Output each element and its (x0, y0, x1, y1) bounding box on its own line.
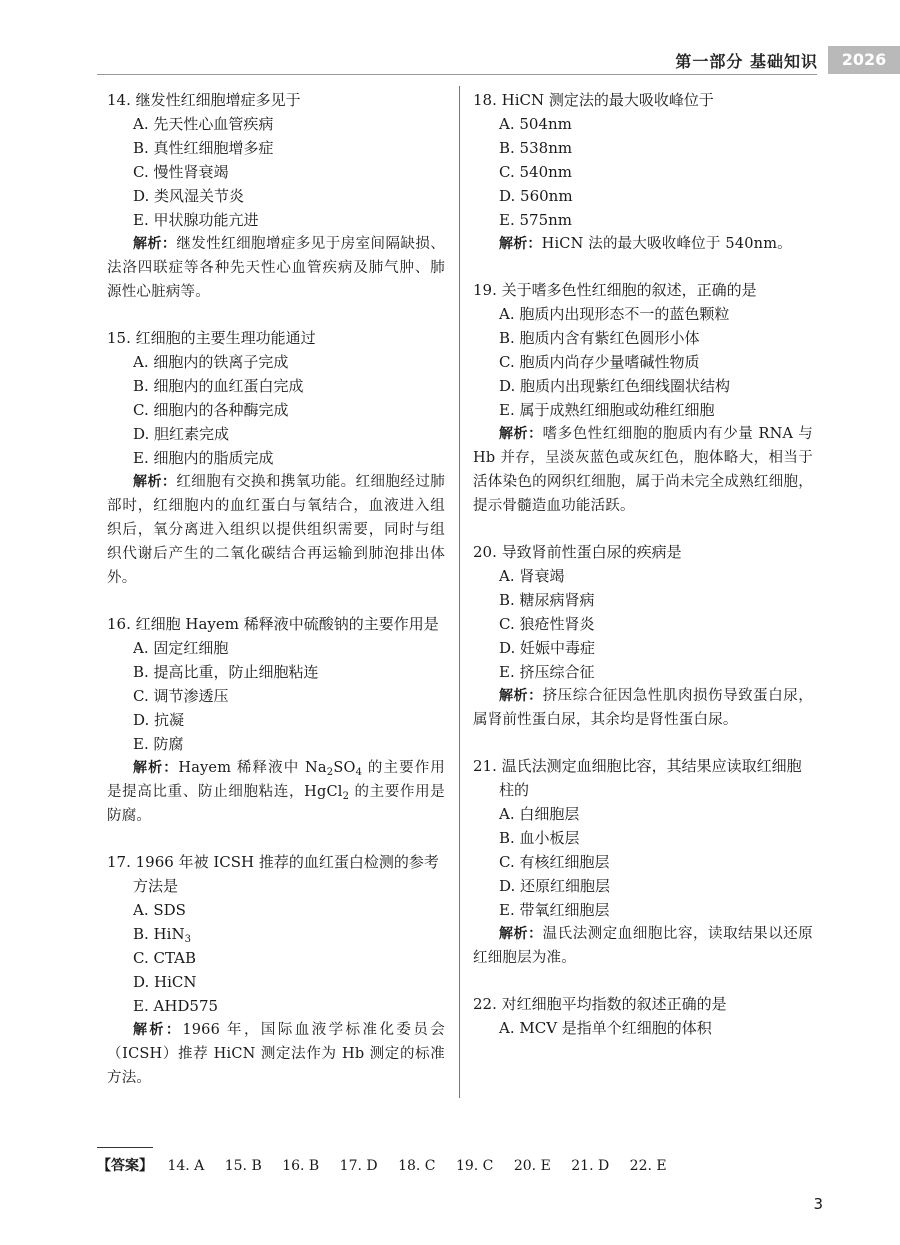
explanation-label: 解析： (499, 426, 543, 442)
option-a: A. SDS (133, 901, 186, 919)
question-19 (473, 278, 813, 518)
question-stem: 15. 红细胞的主要生理功能通过 (107, 329, 316, 347)
explanation-label: 解析： (499, 236, 542, 252)
option-e: E. 防腐 (133, 735, 184, 753)
option-a: A. MCV 是指单个红细胞的体积 (499, 1019, 712, 1037)
column-divider (459, 86, 460, 1098)
question-stem: 18. HiCN 测定法的最大吸收峰位于 (473, 91, 714, 109)
answer-key-label: 【答案】 (97, 1158, 153, 1174)
section-title: 第一部分 基础知识 (675, 52, 818, 71)
answer-item: 21. D (571, 1158, 610, 1174)
option-a: A. 胞质内出现形态不一的蓝色颗粒 (499, 305, 730, 323)
explanation-label: 解析： (133, 474, 177, 490)
question-stem: 19. 关于嗜多色性红细胞的叙述，正确的是 (473, 281, 757, 299)
option-a: A. 细胞内的铁离子完成 (133, 353, 289, 371)
option-a: A. 肾衰竭 (499, 567, 565, 585)
question-15 (107, 326, 445, 590)
option-c: C. 细胞内的各种酶完成 (133, 401, 289, 419)
explanation-text: SO (333, 760, 356, 776)
explanation (107, 756, 445, 828)
explanation-text: Hayem 稀释液中 Na (178, 760, 327, 776)
explanation-label: 解析： (499, 688, 543, 704)
question-22 (473, 992, 813, 1040)
question-16 (107, 612, 445, 828)
right-column (473, 88, 813, 1062)
option-d: D. 560nm (499, 187, 573, 205)
subscript: 4 (355, 767, 363, 778)
option-c: C. CTAB (133, 949, 196, 967)
left-column (107, 88, 445, 1112)
question-21 (473, 754, 813, 970)
explanation-label: 解析： (133, 1022, 183, 1038)
answer-item: 14. A (167, 1158, 205, 1174)
explanation-text: 继发性红细胞增症多见于房室间隔缺损、法洛四联症等各种先天性心血管疾病及肺气肿、肺源性心脏病等。 (107, 236, 445, 300)
option-e: E. 带氧红细胞层 (499, 901, 610, 919)
explanation-label: 解析： (499, 926, 543, 942)
answers-rule (97, 1147, 153, 1148)
explanation-text: 1966 年，国际血液学标准化委员会（ICSH）推荐 HiCN 测定法作为 Hb 测定的标准方法。 (107, 1022, 445, 1086)
explanation-text: 红细胞有交换和携氧功能。红细胞经过肺部时，红细胞内的血红蛋白与氧结合，血液进入组织后，氧分离进入组织以提供组织需要，同时与组织代谢后产生的二氧化碳结合再运输到肺泡排出体外。 (107, 474, 445, 586)
option-b: B. 糖尿病肾病 (499, 591, 595, 609)
answer-item: 20. E (513, 1158, 551, 1174)
explanation (107, 470, 445, 590)
option-b (107, 922, 445, 946)
page-number: 3 (813, 1195, 823, 1213)
page-header (0, 46, 900, 76)
header-rule (97, 74, 817, 75)
option-d: D. 胆红素完成 (133, 425, 230, 443)
subscript: 3 (184, 934, 191, 945)
answer-item: 18. C (398, 1158, 436, 1174)
option-c: C. 调节渗透压 (133, 687, 229, 705)
explanation (107, 1018, 445, 1090)
option-e: E. 甲状腺功能亢进 (133, 211, 259, 229)
option-b: B. 血小板层 (499, 829, 580, 847)
question-stem: 16. 红细胞 Hayem 稀释液中硫酸钠的主要作用是 (107, 615, 439, 633)
option-e: E. AHD575 (133, 997, 219, 1015)
year-badge: 2026 (828, 46, 900, 74)
option-b: B. 538nm (499, 139, 573, 157)
explanation (473, 422, 813, 518)
question-20 (473, 540, 813, 732)
option-e: E. 细胞内的脂质完成 (133, 449, 274, 467)
answer-item: 17. D (339, 1158, 378, 1174)
option-c: C. 540nm (499, 163, 572, 181)
question-stem: 17. 1966 年被 ICSH 推荐的血红蛋白检测的参考方法是 (107, 853, 439, 895)
option-d: D. 胞质内出现紫红色细线圈状结构 (499, 377, 731, 395)
option-e: E. 属于成熟红细胞或幼稚红细胞 (499, 401, 715, 419)
explanation-text: 嗜多色性红细胞的胞质内有少量 RNA 与 Hb 并存，呈淡灰蓝色或灰红色，胞体略大，相当于活体染色的网织红细胞，属于尚未完全成熟红细胞，提示骨髓造血功能活跃。 (473, 426, 814, 514)
explanation-label: 解析： (133, 760, 179, 776)
explanation-text: 温氏法测定血细胞比容，读取结果以还原红细胞层为准。 (473, 926, 813, 966)
explanation-text: 挤压综合征因急性肌肉损伤导致蛋白尿，属肾前性蛋白尿，其余均是肾性蛋白尿。 (473, 688, 813, 728)
option-d: D. HiCN (133, 973, 197, 991)
question-14 (107, 88, 445, 304)
option-d: D. 类风湿关节炎 (133, 187, 245, 205)
option-e: E. 575nm (499, 211, 573, 229)
explanation (473, 922, 813, 970)
question-stem: 22. 对红细胞平均指数的叙述正确的是 (473, 995, 727, 1013)
explanation (473, 684, 813, 732)
option-b-text: B. HiN (133, 925, 185, 943)
explanation (473, 232, 813, 256)
subscript: 2 (342, 791, 350, 802)
explanation-text: HiCN 法的最大吸收峰位于 540nm。 (541, 236, 792, 252)
option-a: A. 固定红细胞 (133, 639, 229, 657)
answer-item: 16. B (282, 1158, 320, 1174)
subscript: 2 (326, 767, 334, 778)
option-c: C. 有核红细胞层 (499, 853, 610, 871)
option-b: B. 细胞内的血红蛋白完成 (133, 377, 304, 395)
option-b: B. 提高比重，防止细胞粘连 (133, 663, 319, 681)
question-stem: 20. 导致肾前性蛋白尿的疾病是 (473, 543, 682, 561)
option-d: D. 还原红细胞层 (499, 877, 611, 895)
answer-key (97, 1155, 683, 1175)
explanation (107, 232, 445, 304)
answer-item: 22. E (629, 1158, 667, 1174)
option-a: A. 504nm (499, 115, 572, 133)
question-17 (107, 850, 445, 1090)
question-18 (473, 88, 813, 256)
question-stem: 14. 继发性红细胞增症多见于 (107, 91, 301, 109)
option-a: A. 白细胞层 (499, 805, 580, 823)
answer-item: 19. C (455, 1158, 494, 1174)
option-d: D. 妊娠中毒症 (499, 639, 596, 657)
explanation-text: 的主要作用是提高比重、防止细胞粘连，HgCl (107, 760, 446, 800)
option-b: B. 胞质内含有紫红色圆形小体 (499, 329, 700, 347)
answer-item: 15. B (224, 1158, 262, 1174)
option-c: C. 慢性肾衰竭 (133, 163, 229, 181)
question-stem: 21. 温氏法测定血细胞比容，其结果应读取红细胞柱的 (473, 757, 802, 799)
explanation-text: 的主要作用是防腐。 (107, 784, 445, 824)
option-c: C. 狼疮性肾炎 (499, 615, 595, 633)
option-d: D. 抗凝 (133, 711, 185, 729)
option-c: C. 胞质内尚存少量嗜碱性物质 (499, 353, 700, 371)
option-b: B. 真性红细胞增多症 (133, 139, 274, 157)
explanation-label: 解析： (133, 236, 177, 252)
option-e: E. 挤压综合征 (499, 663, 595, 681)
option-a: A. 先天性心血管疾病 (133, 115, 274, 133)
